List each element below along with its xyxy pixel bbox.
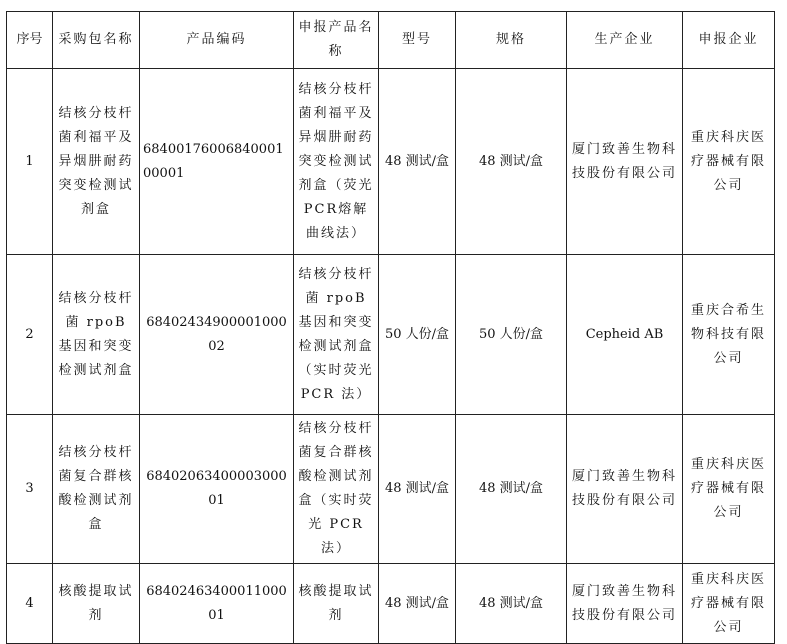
header-row [7, 12, 775, 69]
cell-model: 48 测试/盒 [379, 415, 456, 564]
cell-no: 1 [7, 69, 53, 255]
cell-package: 结核分枝杆菌利福平及异烟肼耐药突变检测试剂盒 [53, 69, 140, 255]
cell-package: 结核分枝杆菌复合群核酸检测试剂盒 [53, 415, 140, 564]
cell-no: 3 [7, 415, 53, 564]
cell-applicant: 重庆科庆医疗器械有限公司 [683, 69, 775, 255]
header-package: 采购包名称 [53, 12, 140, 69]
table-row [7, 69, 775, 255]
cell-model: 48 测试/盒 [379, 69, 456, 255]
cell-product: 结核分枝杆菌复合群核酸检测试剂盒（实时荧光 PCR 法） [294, 415, 379, 564]
cell-code: 6840246340001100001 [140, 564, 294, 644]
cell-product: 结核分枝杆菌 rpoB 基因和突变检测试剂盒（实时荧光PCR 法） [294, 255, 379, 415]
cell-model: 50 人份/盒 [379, 255, 456, 415]
table-row [7, 255, 775, 415]
header-no: 序号 [7, 12, 53, 69]
cell-code: 6840017600684000100001 [140, 69, 294, 255]
cell-code: 6840243490000100002 [140, 255, 294, 415]
cell-manufacturer: 厦门致善生物科技股份有限公司 [567, 69, 683, 255]
cell-applicant: 重庆科庆医疗器械有限公司 [683, 415, 775, 564]
cell-spec: 48 测试/盒 [456, 564, 567, 644]
cell-product: 结核分枝杆菌利福平及异烟肼耐药突变检测试剂盒（荧光PCR熔解曲线法） [294, 69, 379, 255]
cell-no: 4 [7, 564, 53, 644]
cell-applicant: 重庆合希生物科技有限公司 [683, 255, 775, 415]
table-row [7, 415, 775, 564]
cell-package: 结核分枝杆菌 rpoB 基因和突变检测试剂盒 [53, 255, 140, 415]
cell-spec: 48 测试/盒 [456, 69, 567, 255]
cell-product: 核酸提取试剂 [294, 564, 379, 644]
cell-manufacturer: 厦门致善生物科技股份有限公司 [567, 564, 683, 644]
header-code: 产品编码 [140, 12, 294, 69]
header-applicant: 申报企业 [683, 12, 775, 69]
product-table [6, 11, 775, 644]
cell-applicant: 重庆科庆医疗器械有限公司 [683, 564, 775, 644]
cell-spec: 48 测试/盒 [456, 415, 567, 564]
header-product: 申报产品名称 [294, 12, 379, 69]
cell-manufacturer: 厦门致善生物科技股份有限公司 [567, 415, 683, 564]
header-model: 型号 [379, 12, 456, 69]
header-manufacturer: 生产企业 [567, 12, 683, 69]
cell-package: 核酸提取试剂 [53, 564, 140, 644]
cell-manufacturer: Cepheid AB [567, 255, 683, 415]
table-row [7, 564, 775, 644]
cell-model: 48 测试/盒 [379, 564, 456, 644]
cell-spec: 50 人份/盒 [456, 255, 567, 415]
cell-code: 6840206340000300001 [140, 415, 294, 564]
header-spec: 规格 [456, 12, 567, 69]
cell-no: 2 [7, 255, 53, 415]
